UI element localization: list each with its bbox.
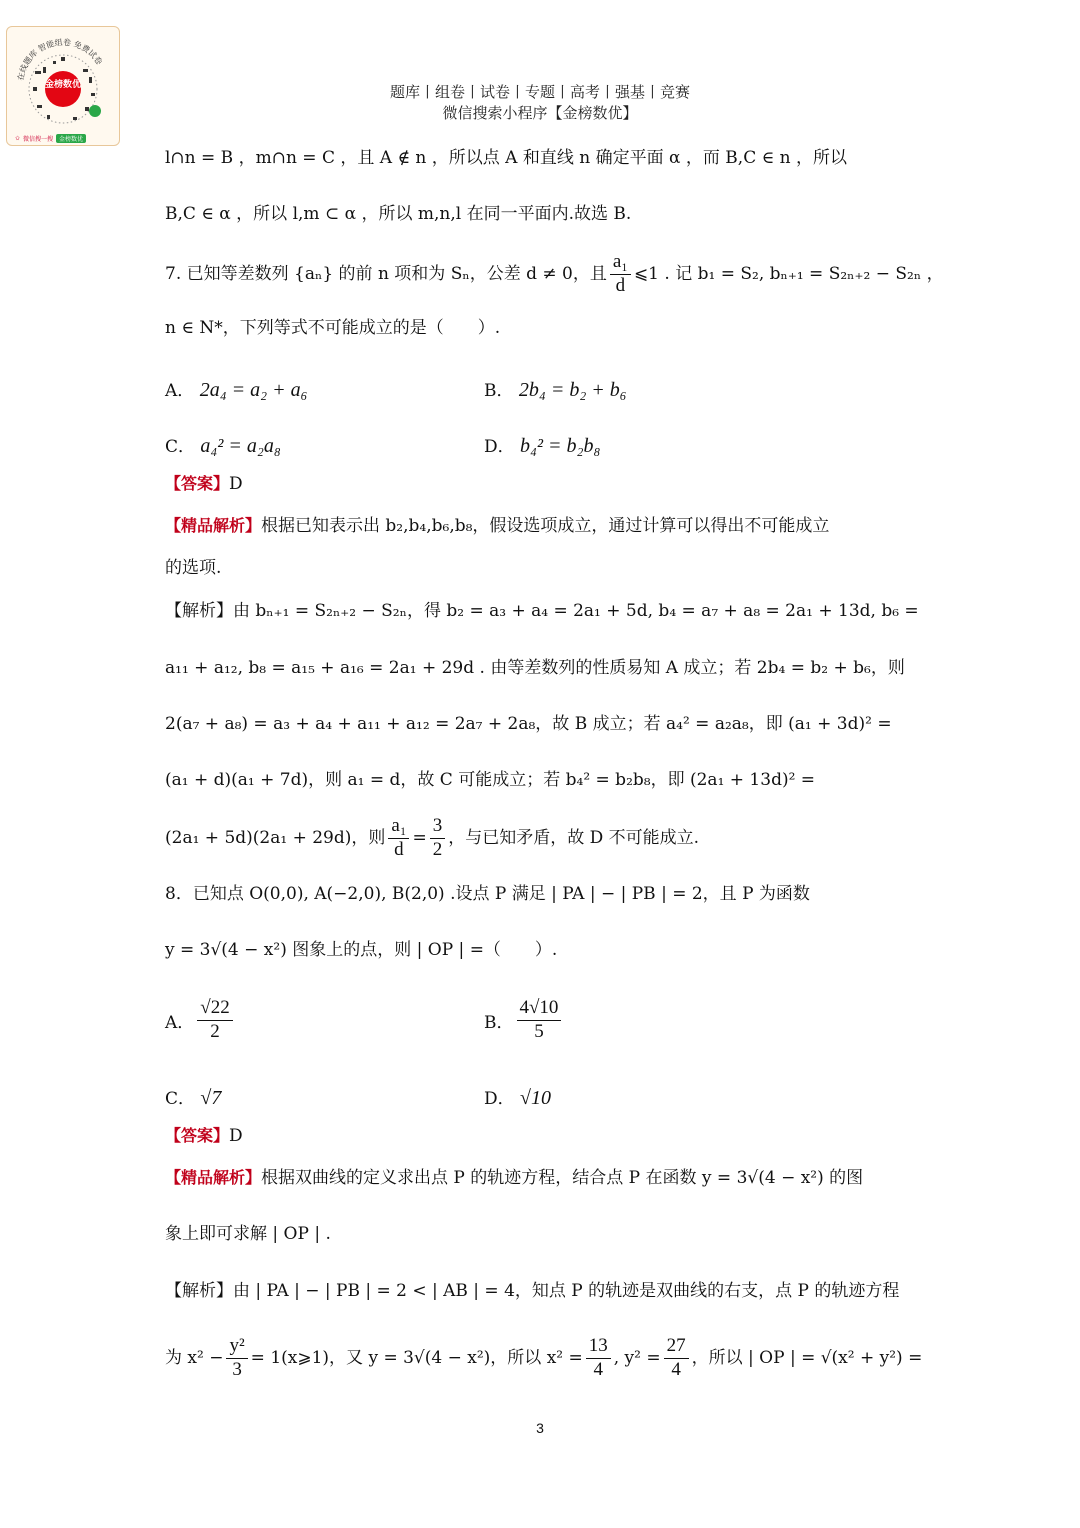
- frac-num: 27: [664, 1336, 689, 1359]
- option-label: D．: [484, 437, 515, 457]
- analysis-text: 根据已知表示出 b₂,b₄,b₆,b₈，假设选项成立，通过计算可以得出不可能成立: [261, 516, 830, 536]
- frac-num: 4√10: [517, 998, 562, 1021]
- q7-option-d[interactable]: [484, 432, 600, 458]
- answer-value: D: [229, 1126, 243, 1146]
- frac-den: 3: [232, 1358, 242, 1380]
- solution-text: , y² =: [613, 1347, 661, 1368]
- q7-option-c[interactable]: [165, 432, 281, 458]
- solution-label: 【解析】: [165, 1281, 233, 1301]
- q8-stem-line-1: 8．已知点 O(0,0), A(−2,0), B(2,0) .设点 P 满足 | PA | − | PB | = 2，且 P 为函数: [165, 884, 810, 904]
- q7-solution-line-4: (a₁ + d)(a₁ + 7d)，则 a₁ = d，故 C 可能成立；若 b₄² = b₂b₈，即 (2a₁ + 13d)² =: [165, 770, 816, 790]
- q8-answer: [165, 1128, 243, 1145]
- solution-text: = 1(x⩾1)，又 y = 3√(4 − x²)，所以 x² =: [250, 1347, 583, 1368]
- q7-solution-line-2: a₁₁ + a₁₂, b₈ = a₁₅ + a₁₆ = 2a₁ + 29d . 由等差数列的性质易知 A 成立；若 2b₄ = b₂ + b₆，则: [165, 658, 905, 678]
- q7-analysis-cont: 的选项.: [165, 558, 222, 578]
- q7-solution-line-1: [165, 603, 919, 620]
- q7-frac-den: d: [615, 274, 626, 296]
- answer-label: 【答案】: [165, 1126, 230, 1145]
- q7-stem-text: 7. 已知等差数列 {aₙ} 的前 n 项和为 Sₙ，公差 d ≠ 0，且: [165, 263, 607, 284]
- q7-stem-text-2: ⩽1 . 记 b₁ = S₂, bₙ₊₁ = S₂ₙ₊₂ − S₂ₙ ，: [633, 263, 944, 284]
- fraction-3-over-2: [430, 816, 446, 861]
- badge-footer-left: 微信搜一搜: [23, 135, 54, 143]
- option-label: A．: [165, 1012, 195, 1033]
- q7-answer: [165, 476, 243, 493]
- frac-num: 3: [430, 816, 446, 839]
- analysis-text: 根据双曲线的定义求出点 P 的轨迹方程，结合点 P 在函数 y = 3√(4 − x²) 的图: [261, 1168, 864, 1188]
- q8-option-b[interactable]: [484, 998, 564, 1043]
- header-sub: 微信搜索小程序【金榜数优】: [442, 104, 638, 122]
- option-fraction: [517, 998, 562, 1043]
- equals-sign: =: [412, 827, 427, 848]
- q7-stem-line-1: [165, 252, 944, 297]
- fraction-13-over-4: [586, 1336, 611, 1381]
- star-icon: ✩: [15, 134, 21, 142]
- frac-den: 2: [432, 838, 443, 860]
- prev-solution-line-1: l∩n = B ，m∩n = C ，且 A ∉ n ，所以点 A 和直线 n 确定平面 α ，而 B,C ∈ n ，所以: [165, 148, 847, 168]
- analysis-label: 【精品解析】: [165, 1168, 262, 1187]
- q7-stem-line-2: n ∈ N*，下列等式不可能成立的是（ ）.: [165, 318, 501, 338]
- option-text: √7: [200, 1087, 222, 1109]
- q7-fraction: [610, 252, 631, 297]
- option-label: C．: [165, 1089, 196, 1109]
- solution-text: ，与已知矛盾，故 D 不可能成立.: [448, 827, 700, 848]
- q7-frac-num: a₁: [610, 252, 631, 275]
- badge-footer: [7, 131, 119, 145]
- badge-arc-text: 在线题库 智能组卷 免费试卷: [16, 37, 104, 82]
- option-fraction: [197, 998, 232, 1043]
- option-text: b₄² = b₂b₈: [520, 435, 601, 457]
- option-label: B．: [484, 381, 514, 401]
- q7-analysis: [165, 518, 829, 535]
- header-nav: 题库丨组卷丨试卷丨专题丨高考丨强基丨竞赛: [389, 83, 690, 101]
- solution-text: 由 bₙ₊₁ = S₂ₙ₊₂ − S₂ₙ，得 b₂ = a₃ + a₄ = 2a₁ + 5d, b₄ = a₇ + a₈ = 2a₁ + 13d, b₆ =: [233, 601, 919, 621]
- solution-text: 由 | PA | − | PB | = 2 < | AB | = 4，知点 P 的轨迹是双曲线的右支，点 P 的轨迹方程: [233, 1281, 900, 1301]
- option-label: D．: [484, 1089, 515, 1109]
- prev-solution-line-2: B,C ∈ α ，所以 l,m ⊂ α ，所以 m,n,l 在同一平面内.故选 B.: [165, 204, 632, 224]
- q7-solution-line-3: 2(a₇ + a₈) = a₃ + a₄ + a₁₁ + a₁₂ = 2a₇ + 2a₈，故 B 成立；若 a₄² = a₂a₈，即 (a₁ + 3d)² =: [165, 714, 892, 734]
- option-label: B．: [484, 1012, 514, 1033]
- answer-label: 【答案】: [165, 474, 230, 493]
- frac-num: 13: [586, 1336, 611, 1359]
- q8-solution-line-2: [165, 1336, 922, 1381]
- option-text: 2b₄ = b₂ + b₆: [518, 379, 627, 401]
- q8-solution-line-1: [165, 1283, 899, 1300]
- analysis-label: 【精品解析】: [165, 516, 262, 535]
- solution-label: 【解析】: [165, 601, 233, 621]
- frac-num: a₁: [388, 816, 409, 839]
- frac-den: d: [394, 838, 404, 860]
- q8-option-d[interactable]: [484, 1084, 551, 1110]
- badge-center-text: 金榜数优: [44, 80, 82, 90]
- frac-den: 2: [210, 1020, 220, 1042]
- q7-solution-line-5: [165, 816, 699, 861]
- frac-num: √22: [197, 998, 232, 1021]
- q7-option-b[interactable]: [484, 376, 627, 402]
- page-number: 3: [536, 1420, 544, 1436]
- solution-text: 为 x² −: [165, 1347, 224, 1368]
- q8-analysis: [165, 1170, 863, 1187]
- solution-text: ，所以 | OP | = √(x² + y²) =: [691, 1347, 923, 1368]
- option-text: 2a₄ = a₂ + a₆: [199, 379, 308, 401]
- q8-analysis-cont: 象上即可求解 | OP | .: [165, 1224, 331, 1244]
- answer-value: D: [229, 474, 243, 494]
- option-label: C．: [165, 437, 196, 457]
- option-text: √10: [520, 1087, 552, 1109]
- option-text: a₄² = a₂a₈: [200, 435, 281, 457]
- frac-den: 5: [534, 1020, 544, 1042]
- q8-stem-line-2: y = 3√(4 − x²) 图象上的点，则 | OP | =（ ）.: [165, 940, 558, 960]
- q8-option-a[interactable]: [165, 998, 236, 1043]
- fraction-27-over-4: [664, 1336, 689, 1381]
- frac-num: y²: [226, 1336, 247, 1359]
- fraction-y2-over-3: [226, 1336, 247, 1381]
- option-label: A．: [165, 381, 195, 401]
- q8-option-c[interactable]: [165, 1084, 221, 1110]
- badge-footer-right: 金榜数优: [56, 134, 86, 143]
- frac-den: 4: [671, 1358, 681, 1380]
- frac-den: 4: [593, 1358, 603, 1380]
- solution-text: (2a₁ + 5d)(2a₁ + 29d)，则: [165, 827, 386, 848]
- q7-option-a[interactable]: [165, 376, 308, 402]
- fraction-a1-over-d: [388, 816, 409, 861]
